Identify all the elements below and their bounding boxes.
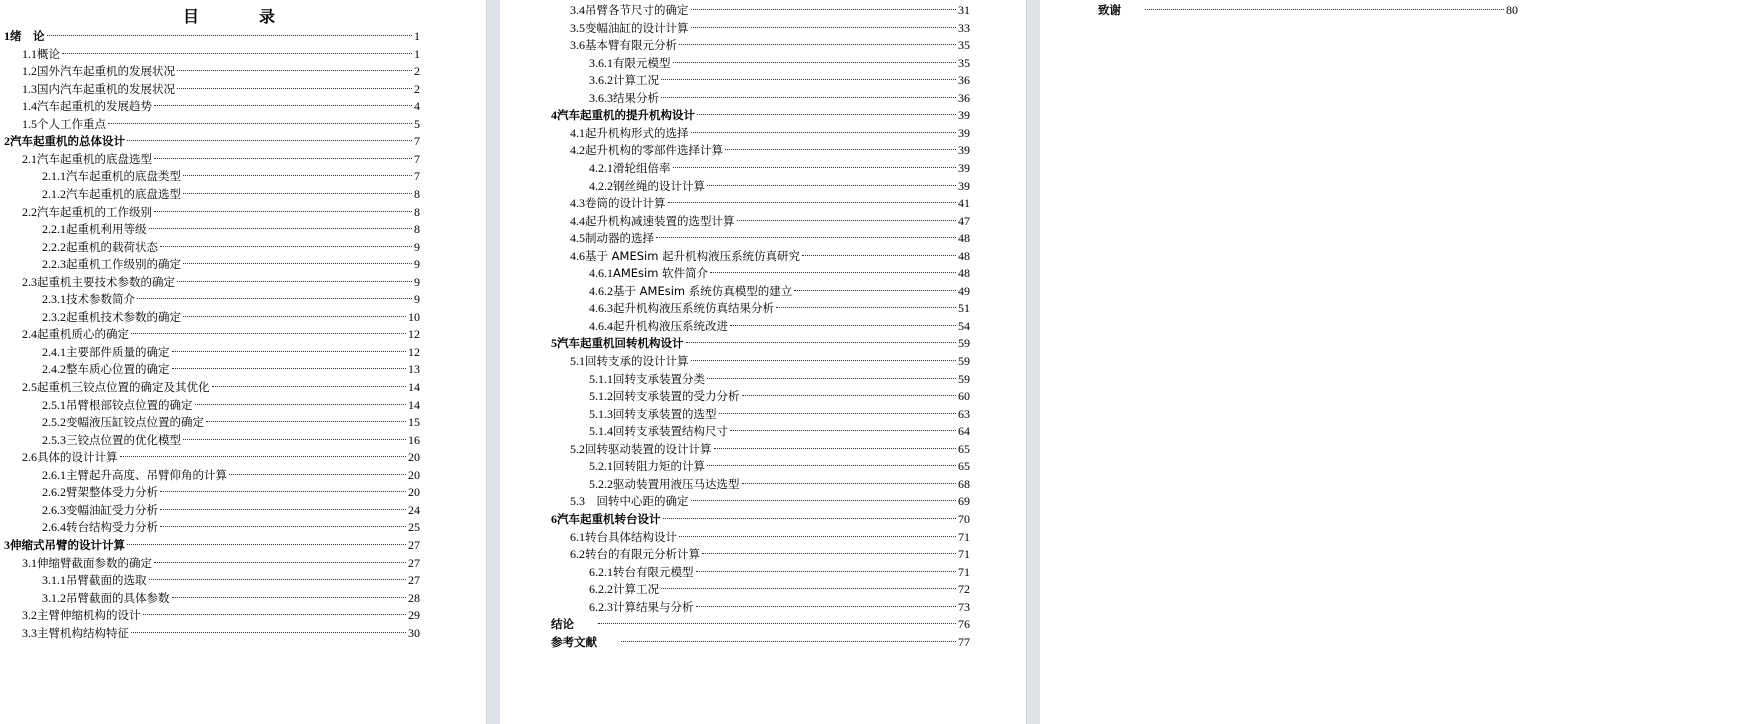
dot-leader — [177, 281, 412, 282]
toc-entry-page: 33 — [958, 20, 970, 35]
toc-entry-title: 回转支承的设计计算 — [585, 354, 689, 368]
toc-entry-page: 59 — [958, 336, 970, 351]
dot-leader — [661, 79, 956, 80]
toc-entry-page: 49 — [958, 283, 970, 298]
toc-entry-page: 27 — [408, 573, 420, 588]
toc-entry-title: 整车质心位置的确定 — [66, 362, 170, 377]
toc-entry-number: 2.4.2 — [42, 362, 66, 377]
toc-entry-title: 回转阻力矩的计算 — [613, 459, 705, 474]
dot-leader — [673, 62, 957, 63]
toc-entry-page: 1 — [414, 46, 420, 61]
dot-leader — [691, 27, 957, 28]
toc-entry-number: 6.2.1 — [589, 564, 613, 579]
toc-entry-title: 汽车起重机的提升机构设计 — [557, 108, 695, 123]
toc-entry-title: 转台具体结构设计 — [585, 529, 677, 544]
toc-entry-page: 60 — [958, 389, 970, 404]
toc-entry-number: 2.4.1 — [42, 344, 66, 359]
toc-entry-page: 28 — [408, 590, 420, 605]
toc-entry-number: 2.2.3 — [42, 257, 66, 272]
toc-entry-page: 39 — [958, 178, 970, 193]
toc-entry-title: 主臂起升高度、吊臂仰角的计算 — [66, 467, 227, 482]
toc-entry-page: 10 — [408, 309, 420, 324]
toc-entry-page: 31 — [958, 3, 970, 17]
toc-entry-page: 20 — [408, 485, 420, 500]
toc-entry-title: 计算结果与分析 — [613, 599, 694, 614]
toc-entry-number: 5.1.1 — [589, 371, 613, 386]
toc-entry-number: 2.1 — [22, 151, 37, 166]
dot-leader — [137, 298, 412, 299]
toc-entry-page: 9 — [414, 292, 420, 307]
toc-entry-number: 2.6.4 — [42, 520, 66, 535]
toc-entry-number: 5.3 — [570, 494, 585, 509]
dot-leader — [172, 351, 407, 352]
dot-leader — [172, 597, 407, 598]
toc-entry-title: 起重机利用等级 — [66, 222, 147, 237]
toc-entry-number: 2.1.2 — [42, 186, 66, 201]
dot-leader — [719, 413, 957, 414]
toc-entry-number: 4.6 — [570, 248, 585, 263]
toc-entry-page: 9 — [414, 274, 420, 289]
dot-leader — [154, 158, 412, 159]
toc-entry-title: 计算工况 — [613, 582, 659, 597]
toc-entry-number: 5.1.2 — [589, 389, 613, 404]
toc-entry-number: 3 — [4, 537, 10, 552]
dot-leader — [172, 368, 407, 369]
toc-entry-number: 4.3 — [570, 196, 585, 211]
toc-entry-title: 吊臂各节尺寸的确定 — [585, 3, 689, 17]
toc-entry-page: 27 — [408, 537, 420, 552]
toc-entry-number: 3.6.1 — [589, 55, 613, 70]
toc-entry-title: 汽车起重机的总体设计 — [10, 134, 125, 149]
toc-entry-number: 4.6.3 — [589, 301, 613, 316]
page-3 — [1040, 0, 1748, 724]
toc-entry-page: 24 — [408, 502, 420, 517]
toc-entry-title: 基本臂有限元分析 — [585, 38, 677, 53]
dot-leader — [730, 325, 956, 326]
toc-entry-title: 致谢 — [1098, 3, 1121, 17]
toc-entry-number: 1 — [4, 29, 10, 43]
dot-leader — [663, 518, 957, 519]
toc-entry-number: 3.1.2 — [42, 590, 66, 605]
toc-entry-number: 1.3 — [22, 81, 37, 96]
toc-entry-number: 1.2 — [22, 64, 37, 79]
toc-entry-number: 5.2 — [570, 441, 585, 456]
toc-entry-title: 基于 AMEsim 系统仿真模型的建立 — [613, 283, 793, 298]
dot-leader — [212, 386, 407, 387]
toc-entry-title: 主臂机构结构特征 — [37, 625, 129, 640]
toc-entry-number: 5 — [551, 336, 557, 351]
toc-entry-page: 65 — [958, 441, 970, 456]
dot-leader — [183, 263, 412, 264]
toc-entry-title: 具体的设计计算 — [37, 450, 118, 465]
toc-entry-page: 7 — [414, 169, 420, 184]
toc-entry-page: 63 — [958, 406, 970, 421]
toc-entry-page: 54 — [958, 318, 970, 333]
toc-entry-page: 9 — [414, 239, 420, 254]
toc-entry-number: 2.6 — [22, 450, 37, 465]
toc-entry-title: 起升机构减速装置的选型计算 — [585, 213, 735, 228]
dot-leader — [229, 474, 406, 475]
toc-entry-number: 2.5 — [22, 380, 37, 394]
toc-entry-page: 14 — [408, 397, 420, 412]
toc-entry-number: 4.6.4 — [589, 318, 613, 333]
toc-entry-page: 73 — [958, 599, 970, 614]
dot-leader — [47, 35, 413, 36]
dot-leader — [131, 333, 406, 334]
toc-entry-title: 起重机三铰点位置的确定及其优化 — [37, 380, 210, 394]
toc-entry-page: 59 — [958, 354, 970, 368]
toc-entry-title: 变幅油缸受力分析 — [66, 502, 158, 517]
toc-entry-page: 36 — [958, 90, 970, 105]
toc-entry-number: 3.6.3 — [589, 90, 613, 105]
page-2 — [500, 0, 1026, 724]
dot-leader — [127, 544, 406, 545]
toc-entry-title: 结果分析 — [613, 90, 659, 105]
toc-entry-page: 80 — [1506, 3, 1518, 17]
toc-entry-page: 5 — [414, 116, 420, 131]
toc-entry-number: 6.2 — [570, 547, 585, 562]
dot-leader — [742, 483, 957, 484]
toc-entry-title: 汽车起重机的底盘类型 — [66, 169, 181, 184]
dot-leader — [661, 588, 956, 589]
dot-leader — [730, 430, 956, 431]
toc-entry-title: 伸缩臂截面参数的确定 — [37, 555, 152, 570]
toc-entry-page: 71 — [958, 547, 970, 562]
dot-leader — [149, 228, 413, 229]
toc-entry-number: 3.6.2 — [589, 73, 613, 88]
toc-entry-title: AMEsim 软件简介 — [613, 266, 709, 281]
toc-entry-title: 吊臂根部铰点位置的确定 — [66, 397, 193, 412]
toc-entry-title: 结论 — [551, 617, 574, 632]
toc-entry-page: 25 — [408, 520, 420, 535]
dot-leader — [794, 290, 956, 291]
toc-entry-number: 5.1 — [570, 354, 585, 368]
dot-leader — [691, 9, 957, 10]
dot-leader — [120, 456, 407, 457]
toc-entry-number: 2.3.2 — [42, 309, 66, 324]
toc-entry-page: 7 — [414, 151, 420, 166]
dot-leader — [131, 632, 406, 633]
dot-leader — [183, 316, 406, 317]
dot-leader — [177, 88, 412, 89]
toc-entry-title: 国内汽车起重机的发展状况 — [37, 81, 175, 96]
toc-entry-page: 8 — [414, 222, 420, 237]
toc-entry-title: 转台的有限元分析计算 — [585, 547, 700, 562]
toc-entry-number: 4.2 — [570, 143, 585, 158]
dot-leader — [710, 272, 956, 273]
toc-entry-page: 20 — [408, 467, 420, 482]
toc-entry-page: 76 — [958, 617, 970, 632]
toc-entry-number: 4.4 — [570, 213, 585, 228]
toc-entry-number: 4.5 — [570, 231, 585, 246]
dot-leader — [686, 342, 957, 343]
toc-entry-page: 48 — [958, 231, 970, 246]
toc-entry-number: 3.3 — [22, 625, 37, 640]
toc-entry-page: 35 — [958, 38, 970, 53]
toc-entry-page: 70 — [958, 511, 970, 526]
toc-entry-page: 41 — [958, 196, 970, 211]
toc-entry-title: 起升机构形式的选择 — [585, 125, 689, 140]
toc-entry-page: 48 — [958, 266, 970, 281]
dot-leader — [691, 500, 957, 501]
dot-leader — [679, 536, 956, 537]
dot-leader — [183, 193, 412, 194]
toc-entry-number: 5.1.4 — [589, 424, 613, 439]
toc-entry-number: 2.6.3 — [42, 502, 66, 517]
toc-entry-page: 27 — [408, 555, 420, 570]
toc-entry-number: 4.6.2 — [589, 283, 613, 298]
toc-entry-page: 30 — [408, 625, 420, 640]
toc-entry-number: 1.1 — [22, 46, 37, 61]
toc-entry-title: 个人工作重点 — [37, 116, 106, 131]
toc-entry-number: 3.6 — [570, 38, 585, 53]
dot-leader — [679, 44, 956, 45]
toc-entry-title: 起重机主要技术参数的确定 — [37, 274, 175, 289]
dot-leader — [149, 579, 407, 580]
dot-leader — [154, 105, 412, 106]
dot-leader — [154, 562, 406, 563]
toc-entry-title: 国外汽车起重机的发展状况 — [37, 64, 175, 79]
dot-leader — [183, 439, 406, 440]
dot-leader — [707, 185, 956, 186]
dot-leader — [160, 491, 406, 492]
toc-entry-title: 伸缩式吊臂的设计计算 — [10, 537, 125, 552]
toc-entry-number: 3.1.1 — [42, 573, 66, 588]
toc-entry-title: 钢丝绳的设计计算 — [613, 178, 705, 193]
toc-entry-title: 回转驱动装置的设计计算 — [585, 441, 712, 456]
toc-entry-number: 2.1.1 — [42, 169, 66, 184]
toc-entry-title: 滑轮组倍率 — [613, 160, 671, 175]
toc-entry-page: 72 — [958, 582, 970, 597]
dot-leader — [127, 140, 412, 141]
toc-entry-title: 吊臂截面的具体参数 — [66, 590, 170, 605]
toc-entry-number: 6 — [551, 511, 557, 526]
toc-entry-title: 起升机构液压系统仿真结果分析 — [613, 301, 774, 316]
toc-entry-title: 回转支承装置结构尺寸 — [613, 424, 728, 439]
dot-leader — [656, 237, 956, 238]
toc-entry-page: 69 — [958, 494, 970, 509]
toc-entry-page: 2 — [414, 64, 420, 79]
toc-entry-page: 7 — [414, 134, 420, 149]
toc-entry-title: 主要部件质量的确定 — [66, 344, 170, 359]
dot-leader — [62, 53, 412, 54]
page-1 — [0, 0, 486, 724]
toc-entry-title: 制动器的选择 — [585, 231, 654, 246]
toc-entry-number: 2.5.2 — [42, 415, 66, 430]
dot-leader — [714, 448, 957, 449]
dot-leader — [776, 307, 956, 308]
toc-entry-number: 2.6.1 — [42, 467, 66, 482]
toc-entry-number: 5.2.1 — [589, 459, 613, 474]
toc-entry-title: 有限元模型 — [613, 55, 671, 70]
dot-leader — [143, 614, 407, 615]
toc-entry-page: 36 — [958, 73, 970, 88]
dot-leader — [1145, 9, 1504, 10]
toc-entry-title: 汽车起重机的工作级别 — [37, 204, 152, 219]
toc-entry-page: 71 — [958, 564, 970, 579]
dot-leader — [160, 246, 412, 247]
toc-entry-title: 变幅油缸的设计计算 — [585, 20, 689, 35]
dot-leader — [160, 509, 406, 510]
toc-entry-page: 39 — [958, 160, 970, 175]
toc-entry-title: 回转支承装置的选型 — [613, 406, 717, 421]
toc-entry-title: 起重机技术参数的确定 — [66, 309, 181, 324]
toc-entry-number: 4 — [551, 108, 557, 123]
toc-entry-title: 回转支承装置分类 — [613, 371, 705, 386]
toc-entry-page: 39 — [958, 125, 970, 140]
dot-leader — [707, 465, 956, 466]
toc-entry-page: 2 — [414, 81, 420, 96]
toc-entry-title: 汽车起重机的发展趋势 — [37, 99, 152, 114]
toc-entry-page: 4 — [414, 99, 420, 114]
toc-entry-title: 臂架整体受力分析 — [66, 485, 158, 500]
toc-entry-title: 绪 论 — [10, 29, 45, 43]
toc-entry-number: 4.1 — [570, 125, 585, 140]
toc-entry-page: 64 — [958, 424, 970, 439]
toc-entry-title: 参考文献 — [551, 634, 597, 649]
toc-entry-title: 概论 — [37, 46, 60, 61]
toc-entry-title: 起重机工作级别的确定 — [66, 257, 181, 272]
toc-entry-number: 2.5.1 — [42, 397, 66, 412]
dot-leader — [160, 526, 406, 527]
toc-entry-page: 8 — [414, 186, 420, 201]
dot-leader — [598, 623, 956, 624]
toc-entry-title: 汽车起重机转台设计 — [557, 511, 661, 526]
toc-entry-page: 16 — [408, 432, 420, 447]
toc-entry-title: 变幅液压缸铰点位置的确定 — [66, 415, 204, 430]
toc-entry-page: 47 — [958, 213, 970, 228]
toc-entry-page: 1 — [414, 29, 420, 43]
toc-entry-page: 13 — [408, 362, 420, 377]
toc-entry-page: 51 — [958, 301, 970, 316]
toc-entry-number: 3.5 — [570, 20, 585, 35]
toc-entry-page: 71 — [958, 529, 970, 544]
toc-entry-page: 8 — [414, 204, 420, 219]
dot-leader — [183, 175, 412, 176]
toc-entry-page: 48 — [958, 248, 970, 263]
dot-leader — [691, 132, 957, 133]
toc-entry-number: 5.1.3 — [589, 406, 613, 421]
dot-leader — [673, 167, 957, 168]
toc-entry-title: 转台有限元模型 — [613, 564, 694, 579]
toc-entry-title: 三铰点位置的优化模型 — [66, 432, 181, 447]
toc-entry-number: 3.4 — [570, 3, 585, 17]
toc-entry-title: 基于 AMESim 起升机构液压系统仿真研究 — [585, 248, 801, 263]
toc-entry-page: 39 — [958, 108, 970, 123]
toc-title: 目 录 — [182, 7, 297, 26]
toc-entry-number: 3.1 — [22, 555, 37, 570]
toc-entry-number: 1.4 — [22, 99, 37, 114]
toc-entry-title: 驱动装置用液压马达选型 — [613, 476, 740, 491]
toc-entry-title: 起升机构液压系统改进 — [613, 318, 728, 333]
toc-entry-title: 吊臂截面的选取 — [66, 573, 147, 588]
dot-leader — [697, 114, 956, 115]
dot-leader — [802, 255, 956, 256]
toc-entry-number: 4.2.1 — [589, 160, 613, 175]
toc-entry-number: 2.2.2 — [42, 239, 66, 254]
toc-entry-page: 39 — [958, 143, 970, 158]
dot-leader — [195, 404, 407, 405]
toc-entry[interactable] — [551, 632, 970, 652]
toc-entry-page: 9 — [414, 257, 420, 272]
toc-entry-page: 20 — [408, 450, 420, 465]
toc-entry-title: 汽车起重机的底盘选型 — [66, 186, 181, 201]
toc-entry-number: 2.4 — [22, 327, 37, 342]
toc-entry-page: 14 — [408, 380, 420, 394]
toc-entry-number: 2.5.3 — [42, 432, 66, 447]
toc-entry-number: 6.2.3 — [589, 599, 613, 614]
dot-leader — [696, 571, 957, 572]
dot-leader — [661, 97, 956, 98]
dot-leader — [691, 360, 957, 361]
toc-entry-number: 2.3.1 — [42, 292, 66, 307]
toc-entry-number: 3.2 — [22, 608, 37, 623]
toc-entry-title: 计算工况 — [613, 73, 659, 88]
toc-entry-title: 起重机的载荷状态 — [66, 239, 158, 254]
toc-entry-title: 回转支承装置的受力分析 — [613, 389, 740, 404]
toc-entry-page: 12 — [408, 344, 420, 359]
toc-entry-number: 4.6.1 — [589, 266, 613, 281]
toc-entry-page: 77 — [958, 634, 970, 649]
toc-entry-title: 汽车起重机回转机构设计 — [557, 336, 684, 351]
toc-entry[interactable] — [1098, 0, 1518, 20]
toc-entry-number: 2.6.2 — [42, 485, 66, 500]
toc-entry-number: 2.2.1 — [42, 222, 66, 237]
toc-entry-number: 2 — [4, 134, 10, 149]
toc-entry-title: 回转中心距的确定 — [585, 494, 689, 509]
toc-entry-number: 2.2 — [22, 204, 37, 219]
toc-entry-number: 6.1 — [570, 529, 585, 544]
toc-entry-page: 29 — [408, 608, 420, 623]
dot-leader — [725, 149, 956, 150]
toc-entry-number: 4.2.2 — [589, 178, 613, 193]
dot-leader — [177, 70, 412, 71]
dot-leader — [696, 606, 957, 607]
toc-entry-page: 35 — [958, 55, 970, 70]
toc-entry[interactable] — [22, 623, 420, 643]
toc-entry-title: 转台结构受力分析 — [66, 520, 158, 535]
toc-entry-page: 65 — [958, 459, 970, 474]
dot-leader — [154, 211, 412, 212]
dot-leader — [707, 378, 956, 379]
dot-leader — [621, 641, 956, 642]
toc-entry-title: 技术参数简介 — [66, 292, 135, 307]
toc-entry-title: 汽车起重机的底盘选型 — [37, 151, 152, 166]
toc-entry-title: 起升机构的零部件选择计算 — [585, 143, 723, 158]
toc-entry-number: 2.3 — [22, 274, 37, 289]
toc-entry-number: 5.2.2 — [589, 476, 613, 491]
toc-entry-title: 卷筒的设计计算 — [585, 196, 666, 211]
dot-leader — [737, 220, 957, 221]
toc-entry-number: 1.5 — [22, 116, 37, 131]
dot-leader — [702, 553, 956, 554]
toc-entry-title: 起重机质心的确定 — [37, 327, 129, 342]
dot-leader — [742, 395, 957, 396]
toc-entry-number: 6.2.2 — [589, 582, 613, 597]
toc-entry-page: 59 — [958, 371, 970, 386]
toc-entry-title: 主臂伸缩机构的设计 — [37, 608, 141, 623]
toc-entry-page: 12 — [408, 327, 420, 342]
toc-entry-page: 68 — [958, 476, 970, 491]
dot-leader — [108, 123, 412, 124]
toc-entry-page: 15 — [408, 415, 420, 430]
dot-leader — [668, 202, 957, 203]
dot-leader — [206, 421, 406, 422]
